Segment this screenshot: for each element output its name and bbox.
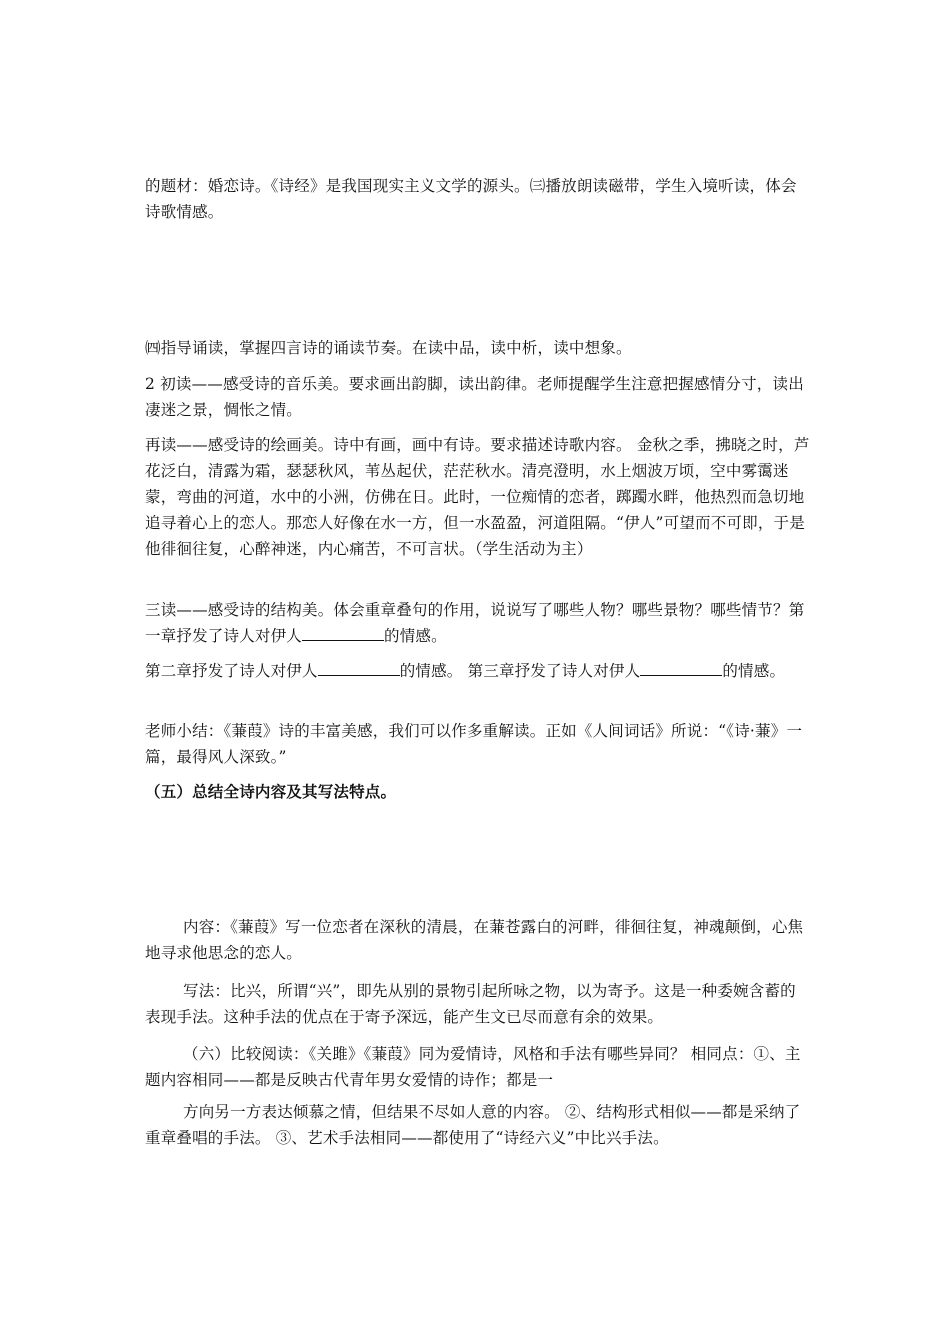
paragraph-teacher-summary: 老师小结：《蒹葭》诗的丰富美感，我们可以作多重解读。正如《人间词话》所说：“《诗·蒹》一篇，最得风人深致。”	[145, 722, 803, 766]
third-reading-text: 三读——感受诗的结构美。体会重章叠句的作用，说说写了哪些人物？哪些景物？哪些情节？第一章抒发了诗人对伊人	[145, 601, 805, 645]
fill-blank-2	[318, 659, 400, 676]
paragraph-similarities: 方向另一方表达倾慕之情，但结果不尽如人意的内容。 ②、结构形式相似——都是采纳了重章叠唱的手法。 ③、艺术手法相同——都使用了“诗经六义”中比兴手法。	[145, 1103, 801, 1147]
paragraph-first-reading: 2 初读——感受诗的音乐美。要求画出韵脚，读出韵律。老师提醒学生注意把握感情分寸，读出凄迷之景，惆怅之情。	[145, 375, 804, 419]
paragraph-comparison: （六）比较阅读：《关雎》《蒹葭》同为爱情诗，风格和手法有哪些异同？ 相同点：①、主题内容相同——都是反映古代青年男女爱情的诗作；都是一	[145, 1045, 801, 1089]
paragraph-technique: 写法：比兴，所谓“兴”，即先从别的景物引起所咏之物，以为寄予。这是一种委婉含蓄的表现手法。这种手法的优点在于寄予深远，能产生文已尽而意有余的效果。	[145, 982, 796, 1026]
chapter-two-text: 第二章抒发了诗人对伊人	[145, 662, 318, 680]
paragraph-chapters	[145, 658, 810, 684]
section-heading-summary: （五）总结全诗内容及其写法特点。	[145, 782, 397, 801]
chapter-three-text: 的情感。 第三章抒发了诗人对伊人	[399, 662, 641, 680]
paragraph-theme: 的题材：婚恋诗。《诗经》是我国现实主义文学的源头。㈢播放朗读磁带，学生入境听读，体会诗歌情感。	[145, 177, 797, 221]
fill-blank-1	[302, 624, 384, 641]
chapter-three-end: 的情感。	[722, 662, 786, 680]
paragraph-third-reading	[145, 597, 810, 649]
paragraph-second-reading: 再读——感受诗的绘画美。诗中有画，画中有诗。要求描述诗歌内容。 金秋之季，拂晓之时，芦花泛白，清露为霜，瑟瑟秋风，苇丛起伏，茫茫秋水。清亮澄明，水上烟波万顷，空中雾霭迷蒙，弯曲的河道，水中的小洲，仿佛在日。此时，一位痴情的恋者，踯躅水畔，他热烈而急切地追寻着心上的恋人。那恋人好像在水一方，但一水盈盈，河道阻隔。“伊人”可望而不可即，于是他徘徊往复，心醉神迷，内心痛苦，不可言状。（学生活动为主）	[145, 436, 810, 558]
fill-blank-3	[640, 659, 722, 676]
paragraph-content: 内容：《蒹葭》写一位恋者在深秋的清晨，在蒹苍露白的河畔，徘徊往复，神魂颠倒，心焦地寻求他思念的恋人。	[145, 918, 804, 962]
third-reading-end: 的情感。	[384, 627, 447, 645]
paragraph-recite-guidance: ㈣指导诵读，掌握四言诗的诵读节奏。在读中品，读中析，读中想象。	[145, 339, 632, 357]
